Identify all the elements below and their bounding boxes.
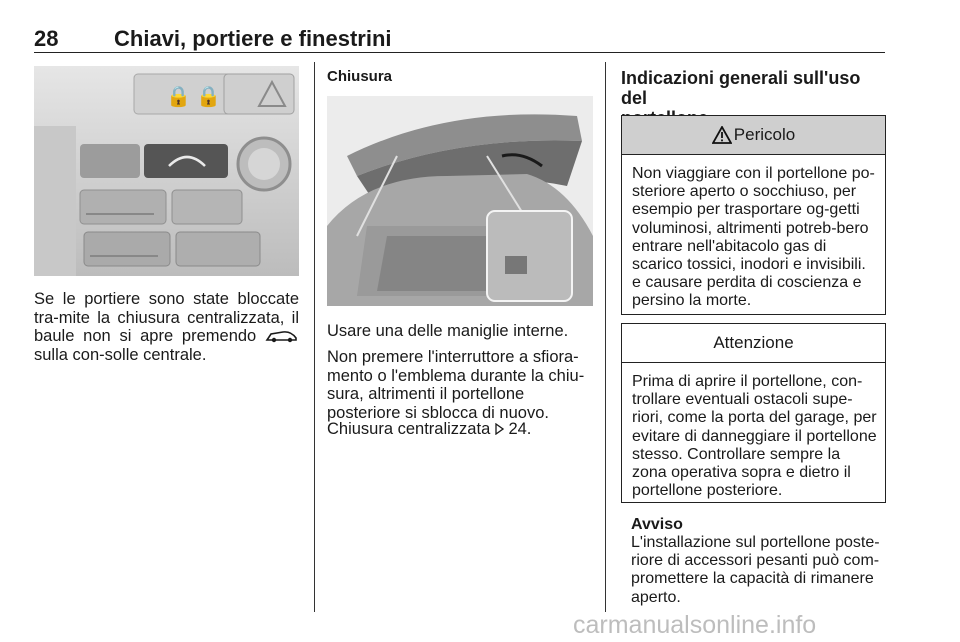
page-number: 28 (34, 26, 59, 51)
attention-text: Prima di aprire il portellone, con-trollare eventuali ostacoli supe-riori, come la porta del garage, per evitare di danneggiare il portellone stesso. Controllare sempre la zona operativa sopra e dietro il portellone posteriore. (632, 373, 877, 500)
note-text: L'installazione sul portellone poste-riore di accessori pesanti può com-promettere la capacità di rimanere aperto. (631, 534, 880, 606)
danger-title: Pericolo (733, 125, 796, 144)
attention-title: Attenzione (713, 333, 794, 352)
column-divider-left (314, 62, 315, 612)
reference-text: Chiusura centralizzata (327, 420, 491, 438)
closing-warning-paragraph: Non premere l'interruttore a sfiora-mento o l'emblema durante la chiu-sura, altrimenti il portellone posteriore si sblocca di nuovo. (327, 348, 585, 422)
watermark: carmanualsonline.info (573, 611, 817, 639)
svg-text:🔒: 🔒 (166, 84, 191, 108)
svg-text:🔒: 🔒 (196, 84, 221, 108)
console-paragraph (34, 290, 299, 364)
warning-triangle-icon (712, 126, 732, 144)
note-title: Avviso (631, 516, 683, 533)
column-divider-right (605, 62, 606, 612)
attention-box (621, 323, 886, 503)
paragraph-text-start: Se le portiere sono state bloccate tra-mite la chiusura centralizzata, il baule non si apre premendo (34, 290, 299, 345)
page-reference-arrow-icon (495, 423, 504, 435)
danger-text: Non viaggiare con il portellone po-steriore aperto o socchiuso, per esempio per trasportare og-getti voluminosi, altrimenti potreb-bero entrare nell'abitacolo gas di scarico tossici, inodori e invisibili. e causare perdita di coscienza e persino la morte. (632, 165, 875, 310)
closing-subheading: Chiusura (327, 68, 393, 85)
page-title: Chiavi, portiere e finestrini (114, 26, 392, 51)
danger-box (621, 115, 886, 315)
attention-box-header (622, 324, 885, 363)
console-buttons-photo (34, 66, 299, 276)
reference-page[interactable]: 24. (508, 420, 532, 438)
central-locking-reference (327, 420, 593, 439)
tailgate-open-photo (327, 96, 593, 306)
header-rule (34, 52, 885, 53)
danger-box-header (622, 116, 885, 155)
paragraph-text-end: sulla con-solle centrale. (34, 345, 207, 364)
car-tailgate-icon (265, 329, 299, 343)
inner-handle-paragraph: Usare una delle maniglie interne. (327, 322, 569, 340)
note-block (631, 516, 886, 607)
section-heading-line1: Indicazioni generali sull'uso del (621, 68, 861, 108)
